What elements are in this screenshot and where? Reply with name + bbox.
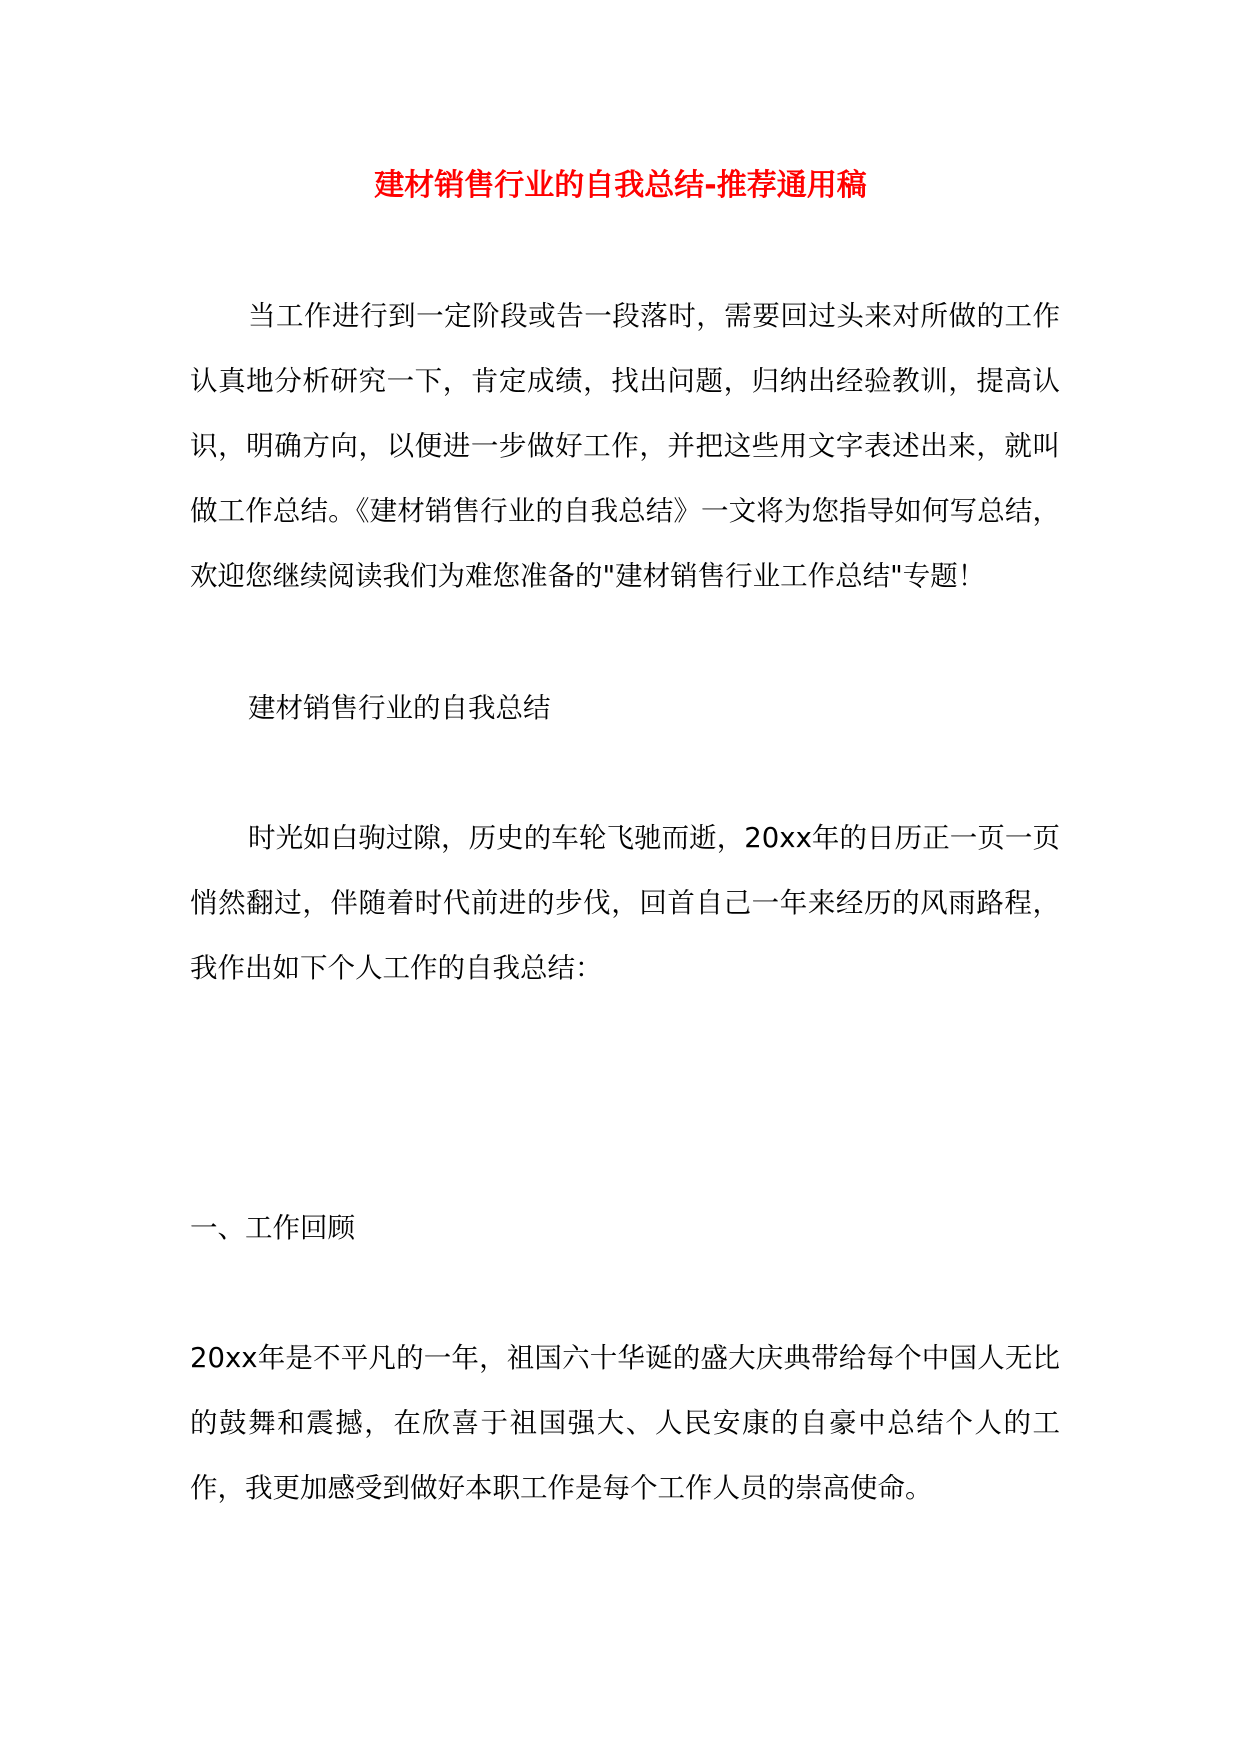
document-title: 建材销售行业的自我总结-推荐通用稿 xyxy=(374,168,867,203)
time-paragraph: 时光如白驹过隙，历史的车轮飞驰而逝，20xx年的日历正一页一页悄然翻过，伴随着时代前进的步伐，回首自己一年来经历的风雨路程，我作出如下个人工作的自我总结： xyxy=(190,822,1060,984)
section-heading: 一、工作回顾 xyxy=(190,1212,355,1244)
article-subtitle: 建材销售行业的自我总结 xyxy=(248,692,551,724)
year-paragraph: 20xx年是不平凡的一年，祖国六十华诞的盛大庆典带给每个中国人无比的鼓舞和震撼，在欣喜于祖国强大、人民安康的自豪中总结个人的工作，我更加感受到做好本职工作是每个工作人员的崇高使命。 xyxy=(190,1342,1060,1504)
intro-paragraph: 当工作进行到一定阶段或告一段落时，需要回过头来对所做的工作认真地分析研究一下，肯定成绩，找出问题，归纳出经验教训，提高认识，明确方向，以便进一步做好工作，并把这些用文字表述出来，就叫做工作总结。《建材销售行业的自我总结》一文将为您指导如何写总结，欢迎您继续阅读我们为难您准备的"建材销售行业工作总结"专题！ xyxy=(190,300,1060,592)
